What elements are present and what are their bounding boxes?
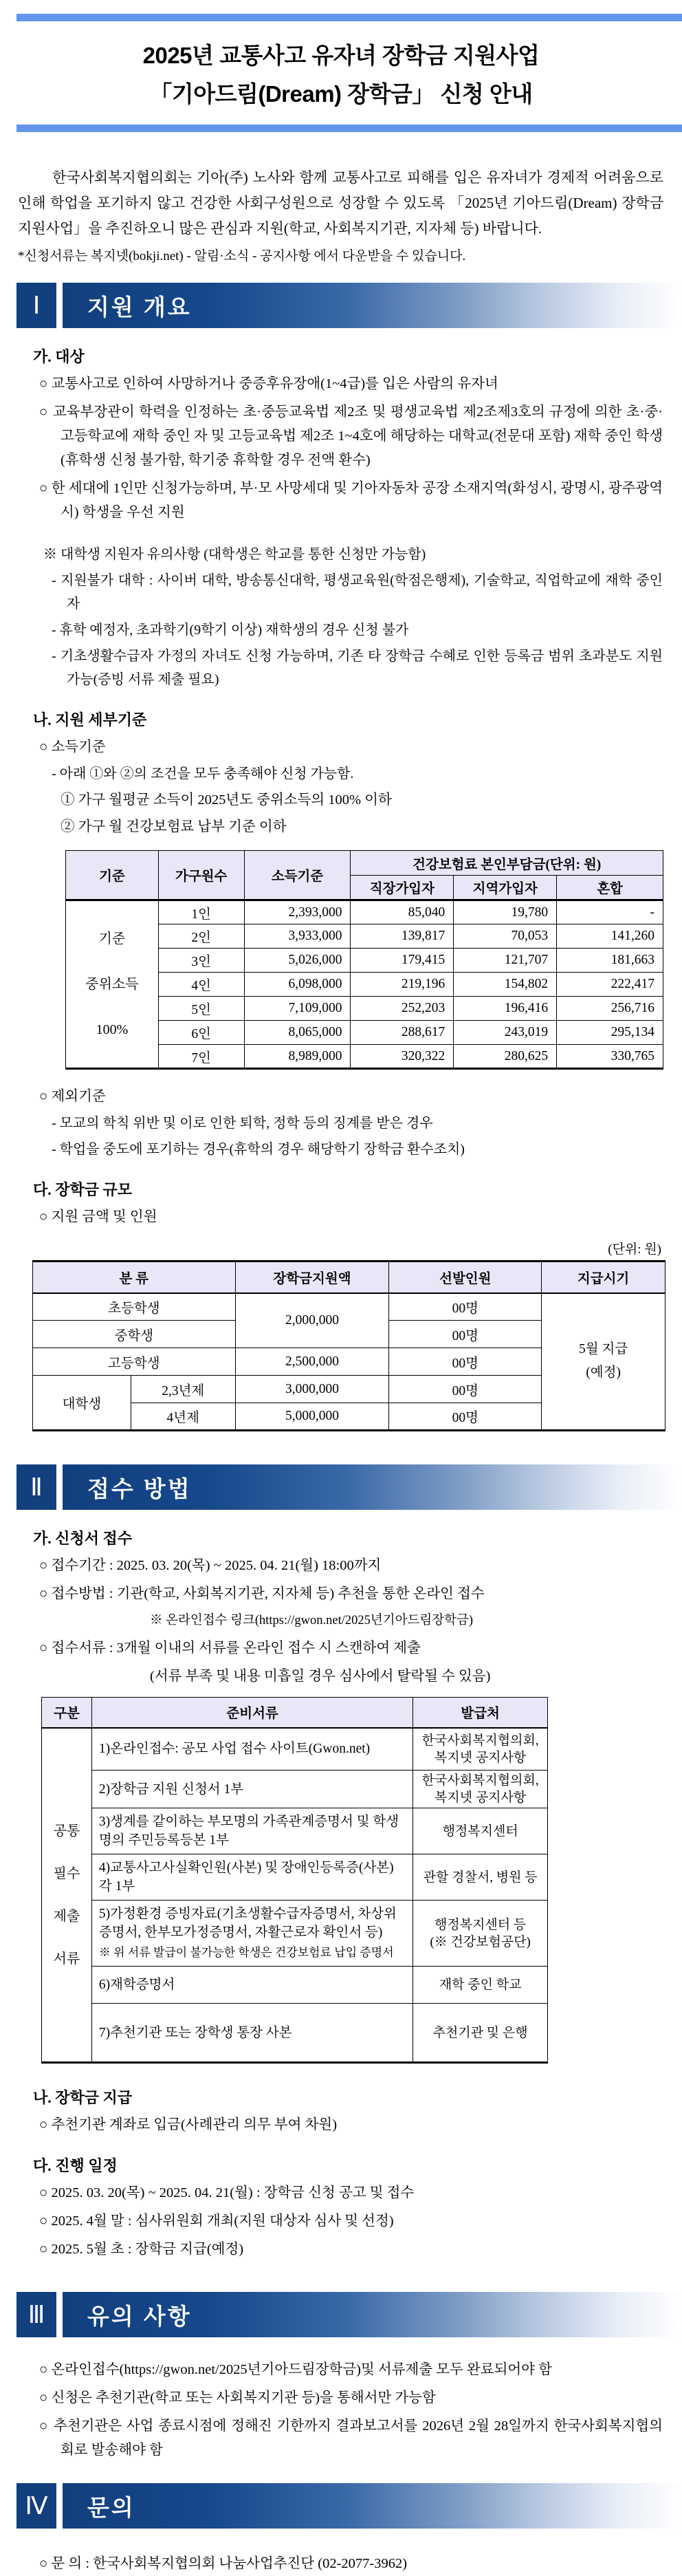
section-4-number: Ⅳ (16, 2483, 56, 2529)
document-item: 3)생계를 같이하는 부모명의 가족관계증명서 및 학생명의 주민등록등본 1부 (91, 1808, 412, 1854)
section-2-title: 접수 방법 (63, 1464, 682, 1510)
section-1-number: Ⅰ (16, 283, 56, 328)
scholarship-table-header-count: 선발인원 (389, 1262, 542, 1293)
issuer-line: 한국사회복지협의회, (421, 1733, 539, 1748)
table-cell: 5,000,000 (235, 1403, 389, 1431)
table-cell: 181,663 (557, 949, 663, 973)
section-3-title: 유의 사항 (63, 2292, 682, 2337)
university-note-item: - 지원불가 대학 : 사이버 대학, 방송통신대학, 평생교육원(학점은행제), 기술학교, 직업학교에 재학 중인 자 (52, 573, 663, 611)
document-item-main: 5)가정환경 증빙자료(기초생활수급자증명서, 차상위증명서, 한부모가정증명서, 자활근로자 확인서 등) (98, 1907, 397, 1940)
table-cell: 288,617 (351, 1021, 454, 1045)
table-cell: 5,026,000 (244, 949, 351, 973)
university-note-title: ※ 대학생 지원자 유의사항 (대학생은 학교를 통한 신청만 가능함) (43, 547, 426, 562)
document-item: 4)교통사고사실확인원(사본) 및 장애인등록증(사본) 각 1부 (91, 1854, 412, 1901)
table-row (33, 1293, 666, 1321)
intro-paragraph: 한국사회복지협의회는 기아(주) 노사와 함께 교통사고로 피해를 입은 유자녀가 경제적 어려움으로 인해 학업을 포기하지 않고 건강한 사회구성원으로 성장할 수 있도록 「2025년 기아드림(Dream) 장학금 지원사업」을 추진하오니 많은 관심과 지원(학교, 사회복지기관, 지자체 등) 바랍니다. (18, 169, 663, 237)
title-underline-bar (16, 125, 682, 132)
table-row (42, 1771, 548, 1808)
documents-table-header-docs: 준비서류 (91, 1698, 412, 1728)
university-note-item: - 휴학 예정자, 초과학기(9학기 이상) 재학생의 경우 신청 불가 (52, 623, 409, 638)
issuer-cell: 관할 경찰서, 병원 등 (413, 1854, 548, 1901)
payment-timing-cell (542, 1293, 666, 1431)
table-cell: 00명 (389, 1321, 542, 1348)
heading-scholarship-scale: 다. 장학금 규모 (33, 1181, 133, 1198)
title-line-1: 2025년 교통사고 유자녀 장학금 지원사업 (142, 43, 540, 68)
issuer-cell: 추천기관 및 은행 (413, 2004, 548, 2063)
document-item: 1)온라인접수: 공모 사업 접수 사이트(Gwon.net) (91, 1728, 412, 1771)
table-cell: 7,109,000 (244, 997, 351, 1021)
table-cell: 121,707 (454, 949, 557, 973)
table-cell: 295,134 (557, 1021, 663, 1045)
basis-label-line: 기준 (98, 931, 126, 946)
group-label-line: 필수 (53, 1865, 80, 1881)
table-cell: 2,3년제 (131, 1376, 235, 1403)
table-cell: 280,625 (454, 1045, 557, 1069)
income-table (65, 850, 663, 1070)
schedule-item: ○ 2025. 03. 20(목) ~ 2025. 04. 21(월) : 장학금 신청 공고 및 접수 (39, 2185, 415, 2200)
table-cell: 330,765 (557, 1045, 663, 1069)
income-condition-2: ② 가구 월 건강보험료 납부 기준 이하 (60, 819, 287, 834)
income-table-header-local: 지역가입자 (454, 876, 557, 900)
table-row (42, 2004, 548, 2063)
income-table-header-workplace: 직장가입자 (351, 876, 454, 900)
table-cell: 00명 (389, 1403, 542, 1431)
table-cell: 196,416 (454, 997, 557, 1021)
table-cell: 4년제 (131, 1403, 235, 1431)
section-3-header (16, 2292, 682, 2337)
issuer-line: 복지넷 공지사항 (434, 1790, 527, 1805)
issuer-cell (413, 1771, 548, 1808)
table-cell: 고등학생 (33, 1348, 236, 1376)
income-table-header-mixed: 혼합 (557, 876, 663, 900)
application-documents-sub: (서류 부족 및 내용 미흡일 경우 심사에서 탈락될 수 있음) (150, 1669, 491, 1684)
scholarship-table (32, 1260, 666, 1431)
scholarship-table-header-amount: 장학금지원액 (235, 1262, 389, 1293)
table-cell: 6인 (158, 1021, 244, 1045)
table-cell: 179,415 (351, 949, 454, 973)
table-row (42, 1854, 548, 1901)
table-cell: 1인 (158, 900, 244, 924)
document-item-note: ※ 위 서류 발급이 불가능한 학생은 건강보험료 납입 증명서 (98, 1946, 394, 1959)
target-item: ○ 교육부장관이 학력을 인정하는 초·중등교육법 제2조 및 평생교육법 제2조제3호의 규정에 의한 초·중·고등학교에 재학 중인 자 및 고등교육법 제2조 1~4호에 해당하는 대학교(전문대 포함) 재학 중인 학생(휴학생 신청 불가함, 학기중 휴학할 경우 전액 환수) (39, 404, 663, 468)
exclude-criteria-label: ○ 제외기준 (39, 1089, 106, 1104)
section-1-title: 지원 개요 (63, 283, 682, 328)
table-cell: 256,716 (557, 997, 663, 1021)
university-note-item: - 기초생활수급자 가정의 자녀도 신청 가능하며, 기존 타 장학금 수혜로 인한 등록금 범위 초과분도 지원 가능(증빙 서류 제출 필요) (52, 649, 663, 687)
heading-criteria: 나. 지원 세부기준 (33, 711, 147, 728)
issuer-line: 행정복지센터 등 (434, 1917, 527, 1932)
heading-application: 가. 신청서 접수 (33, 1530, 133, 1547)
schedule-item: ○ 2025. 4월 말 : 심사위원회 개최(지원 대상자 심사 및 선정) (39, 2214, 394, 2229)
documents-table-header-group: 구분 (42, 1698, 92, 1728)
document-title (0, 36, 682, 113)
heading-payment: 나. 장학금 지급 (33, 2089, 133, 2106)
issuer-line: 한국사회복지협의회, (421, 1773, 539, 1788)
table-cell: 7인 (158, 1045, 244, 1069)
income-criteria-condition: - 아래 ①와 ②의 조건을 모두 충족해야 신청 가능함. (52, 766, 354, 781)
table-cell: 8,989,000 (244, 1045, 351, 1069)
table-cell: 141,260 (557, 924, 663, 949)
table-cell: 00명 (389, 1376, 542, 1403)
table-cell: 19,780 (454, 900, 557, 924)
section-3-number: Ⅲ (16, 2292, 56, 2337)
application-period: ○ 접수기간 : 2025. 03. 20(목) ~ 2025. 04. 21(월) 18:00까지 (39, 1558, 382, 1573)
income-criteria-label: ○ 소득기준 (39, 739, 106, 755)
notice-item: ○ 온라인접수(https://gwon.net/2025년기아드림장학금)및 서류제출 모두 완료되어야 함 (39, 2362, 552, 2377)
top-accent-bar (16, 14, 682, 21)
documents-table (41, 1697, 548, 2064)
group-label-line: 서류 (53, 1951, 80, 1967)
income-table-basis-label (66, 900, 159, 1069)
table-cell: 3인 (158, 949, 244, 973)
table-cell: 중학생 (33, 1321, 236, 1348)
section-1-header (16, 283, 682, 328)
table-cell: 3,933,000 (244, 924, 351, 949)
table-cell: 222,417 (557, 973, 663, 997)
unit-note: (단위: 원) (608, 1242, 661, 1257)
document-item: 2)장학금 지원 신청서 1부 (91, 1771, 412, 1808)
document-item: 6)재학증명서 (91, 1967, 412, 2004)
exclude-item: - 학업을 중도에 포기하는 경우(휴학의 경우 해당학기 장학금 환수조치) (52, 1142, 465, 1157)
group-label-line: 공통 (53, 1823, 80, 1839)
basis-label-line: 중위소득 (85, 977, 139, 992)
schedule-item: ○ 2025. 5월 초 : 장학금 지급(예정) (39, 2242, 244, 2257)
table-row (42, 1728, 548, 1771)
section-4-title: 문의 (63, 2483, 682, 2529)
issuer-line: (※ 건강보험공단) (430, 1934, 531, 1949)
timing-line: (예정) (586, 1365, 621, 1381)
issuer-cell: 재학 중인 학교 (413, 1967, 548, 2004)
document-item: 7)추천기관 또는 장학생 통장 사본 (91, 2004, 412, 2063)
issuer-cell: 행정복지센터 (413, 1808, 548, 1854)
table-cell: 85,040 (351, 900, 454, 924)
table-cell: 대학생 (33, 1376, 131, 1431)
section-2-number: Ⅱ (16, 1464, 56, 1510)
target-item: ○ 교통사고로 인하여 사망하거나 중증후유장애(1~4급)를 입은 사람의 유자녀 (39, 376, 498, 391)
table-cell: 243,019 (454, 1021, 557, 1045)
income-condition-1: ① 가구 월평균 소득이 2025년도 중위소득의 100% 이하 (60, 792, 392, 808)
timing-line: 5월 지급 (579, 1342, 628, 1357)
online-link-note: ※ 온라인접수 링크(https://gwon.net/2025년기아드림장학금) (150, 1614, 474, 1627)
common-required-docs-label (42, 1728, 92, 2063)
scholarship-table-header-timing: 지급시기 (542, 1262, 666, 1293)
table-cell: 320,322 (351, 1045, 454, 1069)
table-cell: 4인 (158, 973, 244, 997)
table-row (42, 1901, 548, 1967)
table-row (42, 1808, 548, 1854)
table-cell: 70,053 (454, 924, 557, 949)
heading-target: 가. 대상 (33, 348, 85, 365)
title-line-2: 「기아드림(Dream) 장학금」 신청 안내 (149, 81, 533, 107)
table-cell: 초등학생 (33, 1293, 236, 1321)
table-cell: 219,196 (351, 973, 454, 997)
table-cell: 00명 (389, 1348, 542, 1376)
notice-item: ○ 추천기관은 사업 종료시점에 정해진 기한까지 결과보고서를 2026년 2월 28일까지 한국사회복지협의회로 발송해야 함 (39, 2418, 663, 2458)
issuer-cell (413, 1901, 548, 1967)
table-cell: 2,500,000 (235, 1348, 389, 1376)
table-cell: 252,203 (351, 997, 454, 1021)
income-table-header-basis: 기준 (66, 851, 159, 900)
table-row (66, 900, 663, 924)
notice-item: ○ 신청은 추천기관(학교 또는 사회복지기관 등)을 통해서만 가능함 (39, 2390, 436, 2405)
application-method: ○ 접수방법 : 기관(학교, 사회복지기관, 지자체 등) 추천을 통한 온라인 접수 (39, 1586, 485, 1601)
section-2-header (16, 1464, 682, 1510)
table-cell: 8,065,000 (244, 1021, 351, 1045)
income-table-header-household: 가구원수 (158, 851, 244, 900)
income-table-header-income: 소득기준 (244, 851, 351, 900)
table-cell: 6,098,000 (244, 973, 351, 997)
documents-table-header-issuer: 발급처 (413, 1698, 548, 1728)
scholarship-table-header-category: 분 류 (33, 1262, 236, 1293)
table-cell: 2,000,000 (235, 1293, 389, 1348)
income-table-header-premium-group: 건강보험료 본인부담금(단위: 원) (351, 851, 663, 876)
issuer-cell (413, 1728, 548, 1771)
exclude-item: - 모교의 학칙 위반 및 이로 인한 퇴학, 정학 등의 징계를 받은 경우 (52, 1116, 433, 1131)
issuer-line: 복지넷 공지사항 (434, 1750, 527, 1765)
table-cell: 2,393,000 (244, 900, 351, 924)
contact-info: ○ 문 의 : 한국사회복지협의회 나눔사업추진단 (02-2077-3962) (39, 2556, 408, 2571)
basis-label-line: 100% (96, 1022, 129, 1037)
target-item: ○ 한 세대에 1인만 신청가능하며, 부·모 사망세대 및 기아자동차 공장 소재지역(화성시, 광명시, 광주광역시) 학생을 우선 지원 (39, 481, 663, 520)
table-cell: 154,802 (454, 973, 557, 997)
amount-people-label: ○ 지원 금액 및 인원 (39, 1209, 157, 1224)
table-cell: 5인 (158, 997, 244, 1021)
table-cell: 3,000,000 (235, 1376, 389, 1403)
table-cell: - (557, 900, 663, 924)
payment-item: ○ 추천기관 계좌로 입금(사례관리 의무 부여 차원) (39, 2117, 338, 2132)
table-cell: 00명 (389, 1293, 542, 1321)
application-documents: ○ 접수서류 : 3개월 이내의 서류를 온라인 접수 시 스캔하여 제출 (39, 1641, 421, 1656)
group-label-line: 제출 (53, 1908, 80, 1924)
document-item (91, 1901, 412, 1967)
table-row (42, 1967, 548, 2004)
table-cell: 139,817 (351, 924, 454, 949)
section-4-header (16, 2483, 682, 2529)
heading-schedule: 다. 진행 일정 (33, 2157, 118, 2174)
table-cell: 2인 (158, 924, 244, 949)
download-footnote: *신청서류는 복지넷(bokji.net) - 알림·소식 - 공지사항 에서 다운받을 수 있습니다. (18, 249, 466, 263)
